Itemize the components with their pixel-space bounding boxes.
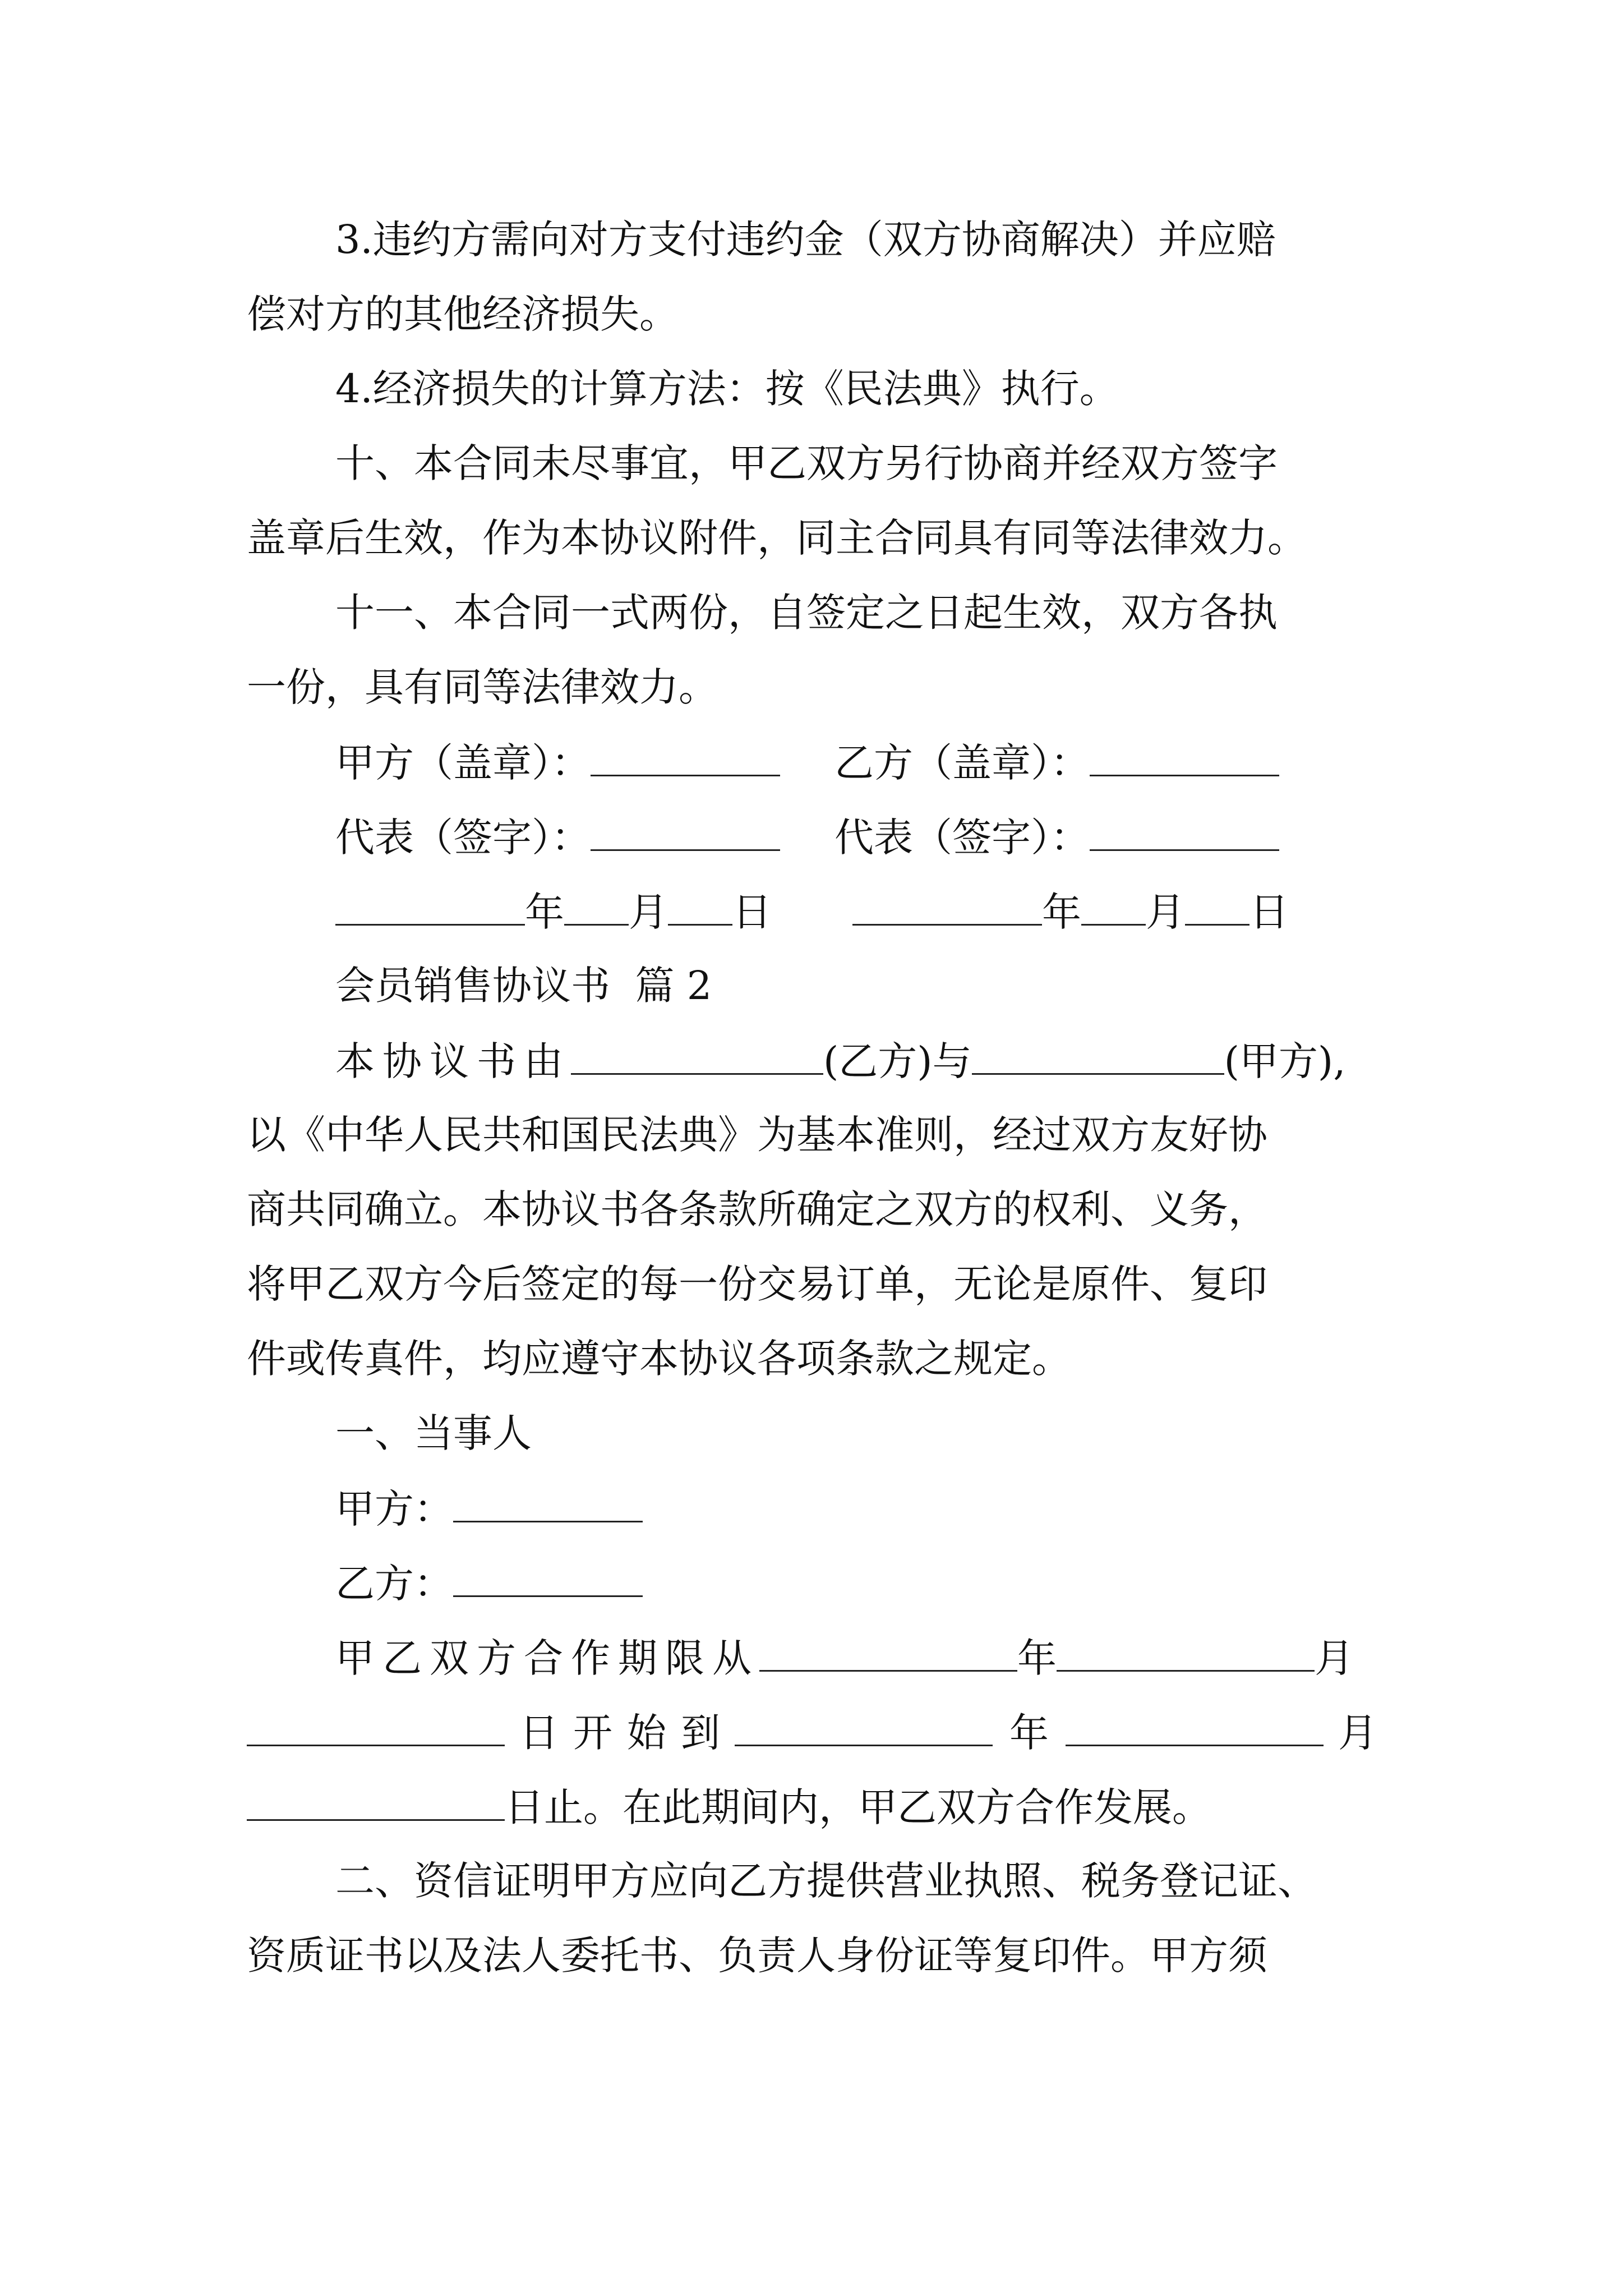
date-b-year-blank[interactable]	[852, 891, 1042, 926]
term-line-2	[247, 1710, 1377, 1756]
date-a-year-blank[interactable]	[335, 891, 525, 926]
party-a-blank[interactable]	[453, 1488, 643, 1522]
intro-party-b: (乙方)与	[823, 1038, 972, 1084]
intro-line-3: 商共同确立。本协议书各条款所确定之双方的权利、义务，	[247, 1186, 1267, 1232]
credit-line-2: 资质证书以及法人委托书、负责人身份证等复印件。甲方须	[247, 1932, 1267, 1978]
party-a-seal-blank[interactable]	[591, 742, 780, 776]
term-start-month-blank[interactable]	[1057, 1637, 1315, 1672]
party-b-blank[interactable]	[453, 1563, 643, 1597]
date-b-month-blank[interactable]	[1081, 891, 1146, 926]
rep-a-label: 代表（签字）：	[335, 815, 591, 861]
date-b-day-blank[interactable]	[1185, 891, 1249, 926]
intro-line-5: 件或传真件，均应遵守本协议各项条款之规定。	[247, 1336, 1071, 1382]
date-a-row	[335, 889, 772, 935]
term-end-day-blank[interactable]	[247, 1787, 505, 1821]
party-b-seal-label: 乙方（盖章）：	[834, 740, 1090, 786]
paragraph-penalty-line-1: 3.违约方需向对方支付违约金（双方协商解决）并应赔	[335, 217, 1276, 263]
party-b-seal-blank[interactable]	[1090, 742, 1279, 776]
date-b-year-label: 年	[1042, 889, 1081, 935]
intro-party-a: (甲方),	[1224, 1038, 1346, 1084]
paragraph-loss-calculation: 4.经济损失的计算方法：按《民法典》执行。	[335, 366, 1119, 412]
date-b-month-label: 月	[1146, 889, 1185, 935]
rep-b-label: 代表（签字）：	[834, 815, 1090, 861]
term-start-year-blank[interactable]	[759, 1637, 1017, 1672]
party-b-row	[335, 1561, 643, 1607]
clause-ten-line-2: 盖章后生效，作为本协议附件，同主合同具有同等法律效力。	[247, 515, 1307, 561]
date-b-day-label: 日	[1249, 889, 1289, 935]
parties-heading: 一、当事人	[335, 1410, 532, 1456]
party-b-seal-row	[834, 740, 1279, 786]
term-start-to: 日开始到	[519, 1710, 735, 1756]
party-a-row	[335, 1486, 643, 1532]
rep-a-row	[335, 815, 780, 861]
date-a-day-blank[interactable]	[668, 891, 732, 926]
party-b-label: 乙方：	[335, 1561, 453, 1607]
party-a-seal-label: 甲方（盖章）：	[335, 740, 591, 786]
term-end-year-blank[interactable]	[735, 1712, 993, 1746]
term-year-label: 年	[1017, 1635, 1057, 1681]
term-end-year-label: 年	[1009, 1710, 1049, 1756]
intro-line-2: 以《中华人民共和国民法典》为基本准则，经过双方友好协	[247, 1112, 1267, 1158]
date-b-row	[852, 889, 1289, 935]
clause-eleven-line-2: 一份，具有同等法律效力。	[247, 664, 718, 710]
term-end-month-blank[interactable]	[1066, 1712, 1324, 1746]
rep-b-row	[834, 815, 1279, 861]
term-month-label: 月	[1315, 1635, 1354, 1681]
party-a-seal-row	[335, 740, 780, 786]
clause-ten-line-1: 十、本合同未尽事宜，甲乙双方另行协商并经双方签字	[335, 440, 1278, 486]
party-a-name-blank[interactable]	[972, 1041, 1224, 1075]
date-a-year-label: 年	[525, 889, 564, 935]
date-a-month-blank[interactable]	[564, 891, 629, 926]
intro-line-1	[335, 1038, 1346, 1084]
term-end-month-label: 月	[1338, 1710, 1377, 1756]
credit-line-1: 二、资信证明甲方应向乙方提供营业执照、税务登记证、	[335, 1858, 1317, 1904]
section-heading: 会员销售协议书 篇 2	[335, 963, 712, 1009]
term-line-1	[335, 1635, 1354, 1681]
intro-prefix: 本协议书由	[335, 1038, 571, 1084]
date-a-day-label: 日	[732, 889, 772, 935]
term-start-day-blank[interactable]	[247, 1712, 505, 1746]
rep-a-blank[interactable]	[591, 817, 780, 851]
clause-eleven-line-1: 十一、本合同一式两份，自签定之日起生效，双方各执	[335, 590, 1278, 636]
date-a-month-label: 月	[629, 889, 668, 935]
intro-line-4: 将甲乙双方今后签定的每一份交易订单，无论是原件、复印	[247, 1261, 1267, 1307]
party-a-label: 甲方：	[335, 1486, 453, 1532]
rep-b-blank[interactable]	[1090, 817, 1279, 851]
party-b-name-blank[interactable]	[571, 1041, 823, 1075]
term-line-3	[247, 1784, 1211, 1830]
term-prefix: 甲乙双方合作期限从	[335, 1635, 759, 1681]
term-end-text: 日止。在此期间内，甲乙双方合作发展。	[505, 1784, 1211, 1830]
paragraph-penalty-line-2: 偿对方的其他经济损失。	[247, 291, 679, 337]
